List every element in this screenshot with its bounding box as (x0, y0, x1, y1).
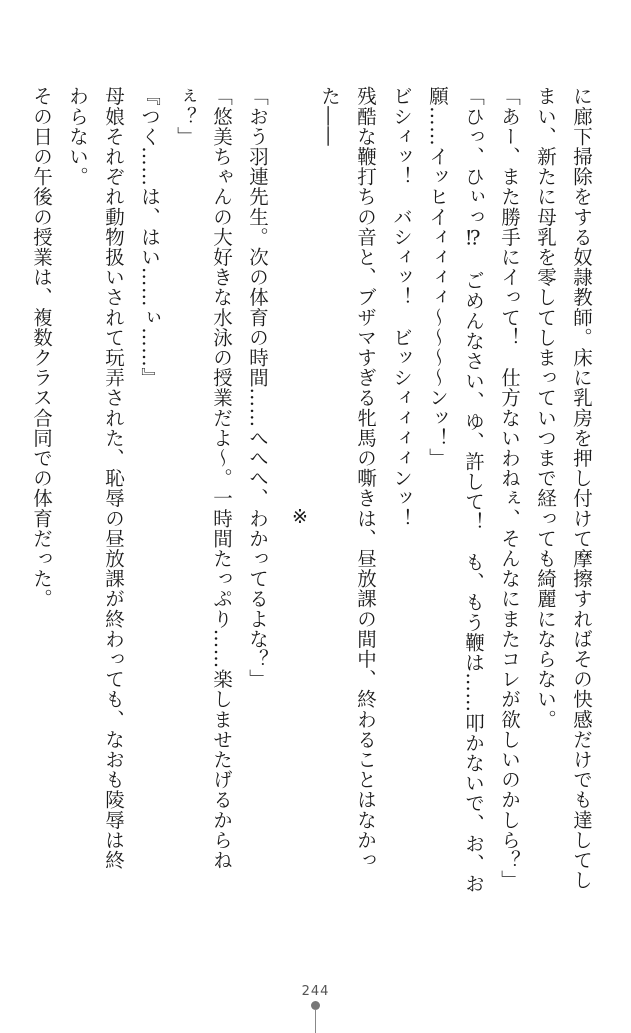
page-marker-line (315, 1009, 316, 1033)
dialogue-line-12: ぇ？」 (174, 86, 197, 147)
dialogue-line-3: 「あー、また勝手にイって！ 仕方ないわねぇ、そんなにまたコレが欲しいのかしら？」 (498, 86, 521, 890)
text-line-8: た―― (318, 86, 341, 147)
scene-break-mark: ※ (292, 506, 308, 528)
dialogue-line-13: 『つく……は、はい……ぃ……』 (138, 86, 161, 388)
text-line-15: わらない。 (66, 86, 89, 187)
text-line-1: に廊下掃除をする奴隷教師。床に乳房を押し付けて摩擦すればその快感だけでも達してし (570, 86, 593, 890)
text-line-7: 残酷な鞭打ちの音と、ブザマすぎる牝馬の嘶きは、昼放課の間中、終わることはなかっ (354, 86, 377, 870)
text-body (30, 86, 595, 966)
dialogue-line-4: 「ひっ、ひぃっ⁉ ごめんなさい、ゆ、許して！ も、もう鞭は……叩かないで、お、お (462, 86, 485, 894)
text-line-2: まい、新たに母乳を零してしまっていつまで経っても綺麗にならない。 (534, 86, 557, 730)
dialogue-line-11: 「悠美ちゃんの大好きな水泳の授業だよ〜。一時間たっぷり……楽しませたげるからね (210, 86, 233, 870)
text-line-16: その日の午後の授業は、複数クラス合同での体育だった。 (30, 86, 53, 609)
text-line-14: 母娘それぞれ動物扱いされて玩弄された、恥辱の昼放課が終わっても、なおも陵辱は終 (102, 86, 125, 870)
dialogue-line-5: 願……イッヒイィィィィ〜〜〜〜ンッ！」 (426, 86, 449, 468)
page-number: 244 (301, 984, 330, 999)
text-line-6: ビシィッ！ バシィッ！ ビッシィィィィンッ！ (390, 86, 413, 529)
dialogue-line-10: 「おう羽連先生。次の体育の時間……へへへ、わかってるよな？」 (246, 86, 269, 689)
